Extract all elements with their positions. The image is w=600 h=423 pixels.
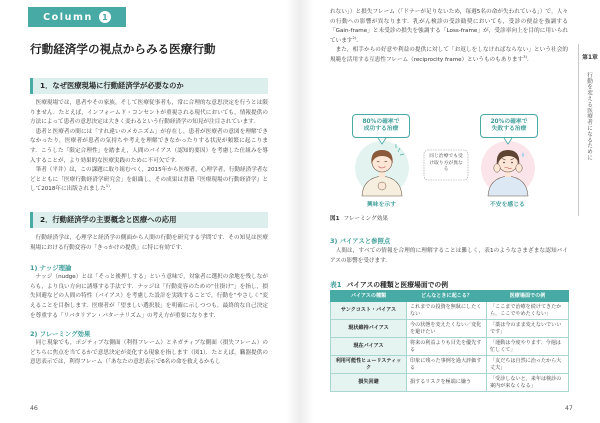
table-row <box>331 302 569 320</box>
bias-type-cell: 現状維持バイアス <box>331 320 407 338</box>
paragraph <box>330 8 568 46</box>
bias-when-cell: 今の状態を変えたくない／変化を避けたい <box>407 320 487 338</box>
paragraph-text: ナッジ（nudge）とは「そっと後押しする」という意味で，対象者に選択の余地を残しながらも，より良い方向に誘導する手法です．ナッジは「行動変容のための“仕掛け”」を指し，損失回避などの人間の特性（バイアス）を考慮した設計を実践することで，行動を“やさしく”変えることを目指します．医療者が「望ましい選択肢」を明確に示しつつも，最終的な自己決定を尊重する「リバタリアン・パターナリズム」の考え方が重要になります． <box>30 274 268 319</box>
table-label: 表1 <box>330 281 342 289</box>
bias-example-cell: 「友だちは自然に治ったから大丈夫」 <box>487 356 569 374</box>
paragraph-text: 行動経済学は，心理学と経済学の側面から人間の行動を研究する学問です．その知見は医療現場における行動変容の「きっかけの提供」に特に有効です． <box>30 235 268 251</box>
bias-type-cell: 損失回避 <box>331 374 407 392</box>
paragraph-text: 筆者（平井）は，この課題に取り組むべく，2015年から医療者，心理学者，行動経済学者などとともに「医療行動経済学研究会」を組織し，その成果は書籍『医療現場の行動経済学』として2018年に出版されました <box>30 167 268 193</box>
figure-caption-label: 図1 <box>330 216 340 222</box>
table-row <box>331 320 569 338</box>
paragraph <box>30 273 268 321</box>
right-page <box>300 0 600 423</box>
bias-body <box>330 247 568 269</box>
page-number-left: 46 <box>30 405 38 412</box>
failure-frame-label: 20%の確率で失敗する治療 <box>480 114 538 138</box>
framing-figure <box>330 108 568 212</box>
paragraph <box>30 99 268 128</box>
bias-example-cell: 「受診しないと，来年は検診の案内が来なくなる」 <box>487 374 569 392</box>
paragraph-text: 同じ現象でも，ポジティブな側面（利得フレーム）とネガティブな側面（損失フレーム）のどちらに焦点を当てるかで意思決定が変化する現象を指します（図1）．たとえば，臓器提供の意思表示では，利得フレーム（「あなたの意思表示で6名の命を救えるかもし <box>30 340 268 366</box>
paragraph-end: ． <box>109 186 116 193</box>
column-number-badge: 1 <box>99 11 111 23</box>
table-title <box>330 279 448 289</box>
paragraph-end: ． <box>527 56 533 63</box>
bias-type-cell: 利用可能性ヒューリスティック <box>331 356 407 374</box>
bias-when-cell: 損するリスクを極端に嫌う <box>407 374 487 392</box>
bias-type-cell: サンクコスト・バイアス <box>331 302 407 320</box>
framing-heading: 2) フレーミング効果 <box>30 330 91 339</box>
paragraph <box>30 234 268 253</box>
bias-type-cell: 現在バイアス <box>331 338 407 356</box>
reference-marker: 2) <box>352 34 357 40</box>
chapter-side-tab <box>578 44 600 216</box>
table-row <box>331 374 569 392</box>
paragraph-text: 人間は，すべての情報を合理的に理解することは難しく，表1のようなさまざまな認知バイアスの影響を受けます． <box>330 248 568 264</box>
page-gutter <box>286 0 314 423</box>
paragraph <box>330 46 568 65</box>
bias-heading: 3) バイアスと参照点 <box>330 237 391 245</box>
table-row <box>331 338 569 356</box>
column-header: 医療場面での例 <box>487 291 569 302</box>
bias-table <box>330 290 569 392</box>
section-1-heading: 1．なぜ医療現場に行動経済学が必要なのか <box>30 78 268 94</box>
paragraph <box>30 166 268 195</box>
table-header-row <box>331 291 569 302</box>
reference-marker: 1) <box>105 183 110 189</box>
table-row <box>331 356 569 374</box>
column-banner <box>28 7 126 27</box>
bias-when-cell: 将来の利益よりも目先を優先する <box>407 338 487 356</box>
bias-example-cell: 「ここまで治療を続けてきたから，ここでやめたくない」 <box>487 302 569 320</box>
column-header: バイアスの種類 <box>331 291 407 302</box>
paragraph-text: 医療現場では，患者やその家族，そして医療従事者も，常に合理的な意思決定を行うとは限りません．たとえば，インフォームド・コンセントが重視される現代においても，情報提供の方法によって患者の意思決定は大きく変わるという行動経済学の知見が注目されています． <box>30 100 268 126</box>
page-number-right: 47 <box>565 405 573 412</box>
bias-when-cell: 印象に残った事例を過大評価する <box>407 356 487 374</box>
paragraph-text: れない」）と損失フレーム（「ドナーが足りないため，毎週5名の命が失われている」）で，人々の行動への影響が異なります．乳がん検診の受診勧奨においても，受診の便益を強調する「Gain-frame」と未受診の損失を強調する「Loss-frame」が，受診率向上を目的に用いられています <box>330 9 568 44</box>
paragraph <box>30 339 268 368</box>
bias-example-cell: 「運動は今度やります．今週は忙しくて」 <box>487 338 569 356</box>
paragraph-end: ． <box>356 37 362 44</box>
section-2-heading: 2．行動経済学の主要概念と医療への応用 <box>30 212 268 228</box>
bias-example-cell: 「薬は今のまま変えないでいいです」 <box>487 320 569 338</box>
paragraph-text: 患者と医療者の間には「すれ違いのメカニズム」が存在し，患者が医療者の意図を理解できなかったり，医療者が患者の気持ちや考えを理解できなかったりする状況が頻繁に起こります．こうした「限定合理性」を踏まえ，人間のバイアス（認知的要因）を考慮した仕組みを導入することが，より効果的な医療実践のために不可欠です． <box>30 128 268 164</box>
chapter-label: 第1章 <box>582 55 598 61</box>
left-reaction-label: 興味を示す <box>367 202 396 208</box>
bias-when-cell: これまでの投資を無駄にしたくない <box>407 302 487 320</box>
column-label: Column <box>43 11 93 23</box>
figure-caption-text: フレーミング効果 <box>343 216 388 222</box>
column-title: 行動経済学の視点からみる医療行動 <box>30 42 216 56</box>
nudge-heading: 1) ナッジ理論 <box>30 264 72 273</box>
framing-continued-body <box>330 8 568 78</box>
section-2-body <box>30 234 268 400</box>
chapter-title-vertical: 行動を変える医療者になるために <box>586 72 592 161</box>
column-header: どんなときに起こる？ <box>407 291 487 302</box>
center-note: 同じ治療でも受け取り方が異なる <box>429 154 463 173</box>
table-title-text: バイアスの種類と医療場面での例 <box>346 281 449 289</box>
success-frame-label: 80%の確率で成功する治療 <box>352 114 410 138</box>
reference-marker: 3) <box>523 54 528 60</box>
figure-caption <box>330 214 388 222</box>
right-reaction-label: 不安を感じる <box>490 202 525 208</box>
section-1-body <box>30 99 268 205</box>
paragraph-text: また，相手からの好意や利益の提供に対して「お返しをしなければならない」という社会的規範を活用する互恵性フレーム（reciprocity frame）というものもあります <box>330 47 568 63</box>
paragraph <box>330 247 568 266</box>
paragraph <box>30 128 268 166</box>
